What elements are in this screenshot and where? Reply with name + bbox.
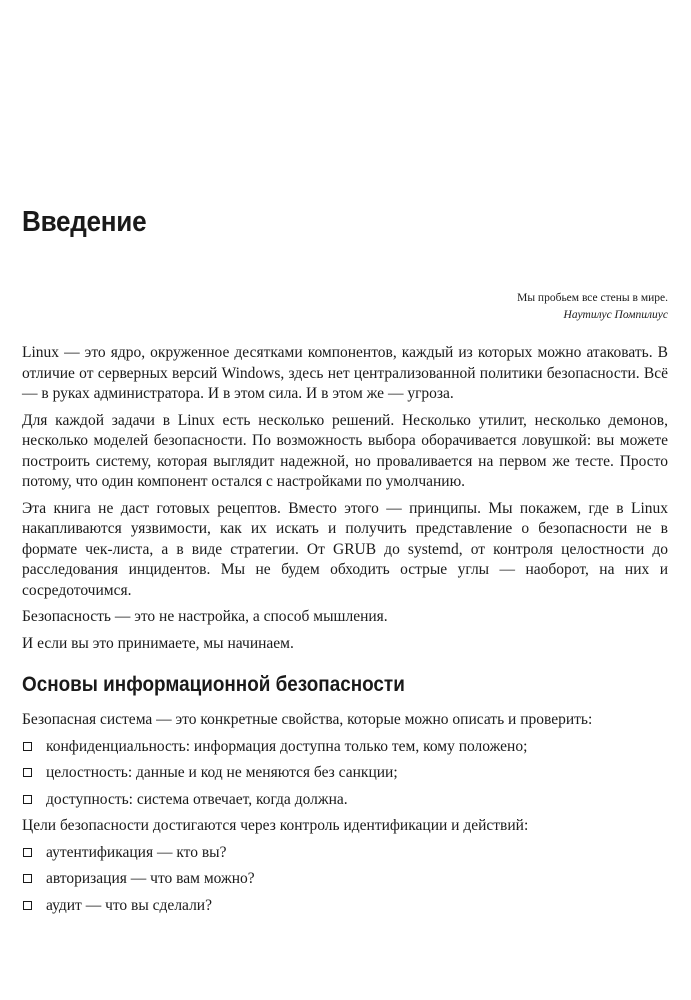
list-item-text: аудит — что вы сделали? [46, 896, 212, 914]
list-item [22, 869, 668, 890]
list-item [22, 737, 668, 758]
paragraph: Linux — это ядро, окруженное десятками компонентов, каждый из которых можно атаковать. В отличие от серверных версий Windows, здесь нет централизованной политики безопасности. Всё — в руках администратора. И в этом сила. И в этом же — угроза. [22, 344, 668, 402]
goals-intro: Цели безопасности достигаются через контроль идентификации и действий: [22, 817, 529, 834]
checkbox-bullet-icon [23, 848, 32, 857]
properties-list [22, 737, 668, 811]
epigraph-author: Наутилус Помпилиус [563, 309, 668, 321]
paragraph: Безопасность — это не настройка, а способ мышления. [22, 608, 388, 625]
epigraph [517, 290, 668, 324]
chapter-body [22, 343, 668, 922]
list-item-text: аутентификация — кто вы? [46, 843, 227, 861]
paragraph: Для каждой задачи в Linux есть несколько решений. Несколько утилит, несколько демонов, несколько моделей безопасности. По возможность выбора оборачивается ловушкой: вы можете построить систему, которая выглядит надежной, но проваливается на первом же тесте. Просто потому, что один компонент остался с настройками по умолчанию. [22, 411, 668, 490]
list-item [22, 843, 668, 864]
epigraph-quote: Мы пробьем все стены в мире. [517, 292, 668, 304]
paragraph: Эта книга не даст готовых рецептов. Вместо этого — принципы. Мы покажем, где в Linux накапливаются уязвимости, как их искать и получить представление о безопасности не в формате чек-листа, а в виде стратегии. От GRUB до systemd, от контроля целостности до расследования инцидентов. Мы не будем обходить острые углы — наоборот, на них и сосредоточимся. [22, 499, 668, 599]
list-item [22, 763, 668, 784]
list-item [22, 896, 668, 917]
checkbox-bullet-icon [23, 901, 32, 910]
list-item-text: целостность: данные и код не меняются без санкции; [46, 764, 398, 781]
list-item [22, 790, 668, 811]
list-item-text: конфиденциальность: информация доступна только тем, кому положено; [46, 737, 528, 755]
section-title: Основы информационной безопасности [22, 673, 405, 696]
checkbox-bullet-icon [23, 795, 32, 804]
checkbox-bullet-icon [23, 874, 32, 883]
checkbox-bullet-icon [23, 768, 32, 777]
chapter-title: Введение [22, 206, 147, 238]
checkbox-bullet-icon [23, 742, 32, 751]
paragraph: И если вы это принимаете, мы начинаем. [22, 634, 294, 652]
list-item-text: доступность: система отвечает, когда должна. [46, 790, 348, 808]
list-item-text: авторизация — что вам можно? [46, 870, 255, 887]
goals-list [22, 843, 668, 917]
section-intro: Безопасная система — это конкретные свойства, которые можно описать и проверить: [22, 711, 593, 728]
